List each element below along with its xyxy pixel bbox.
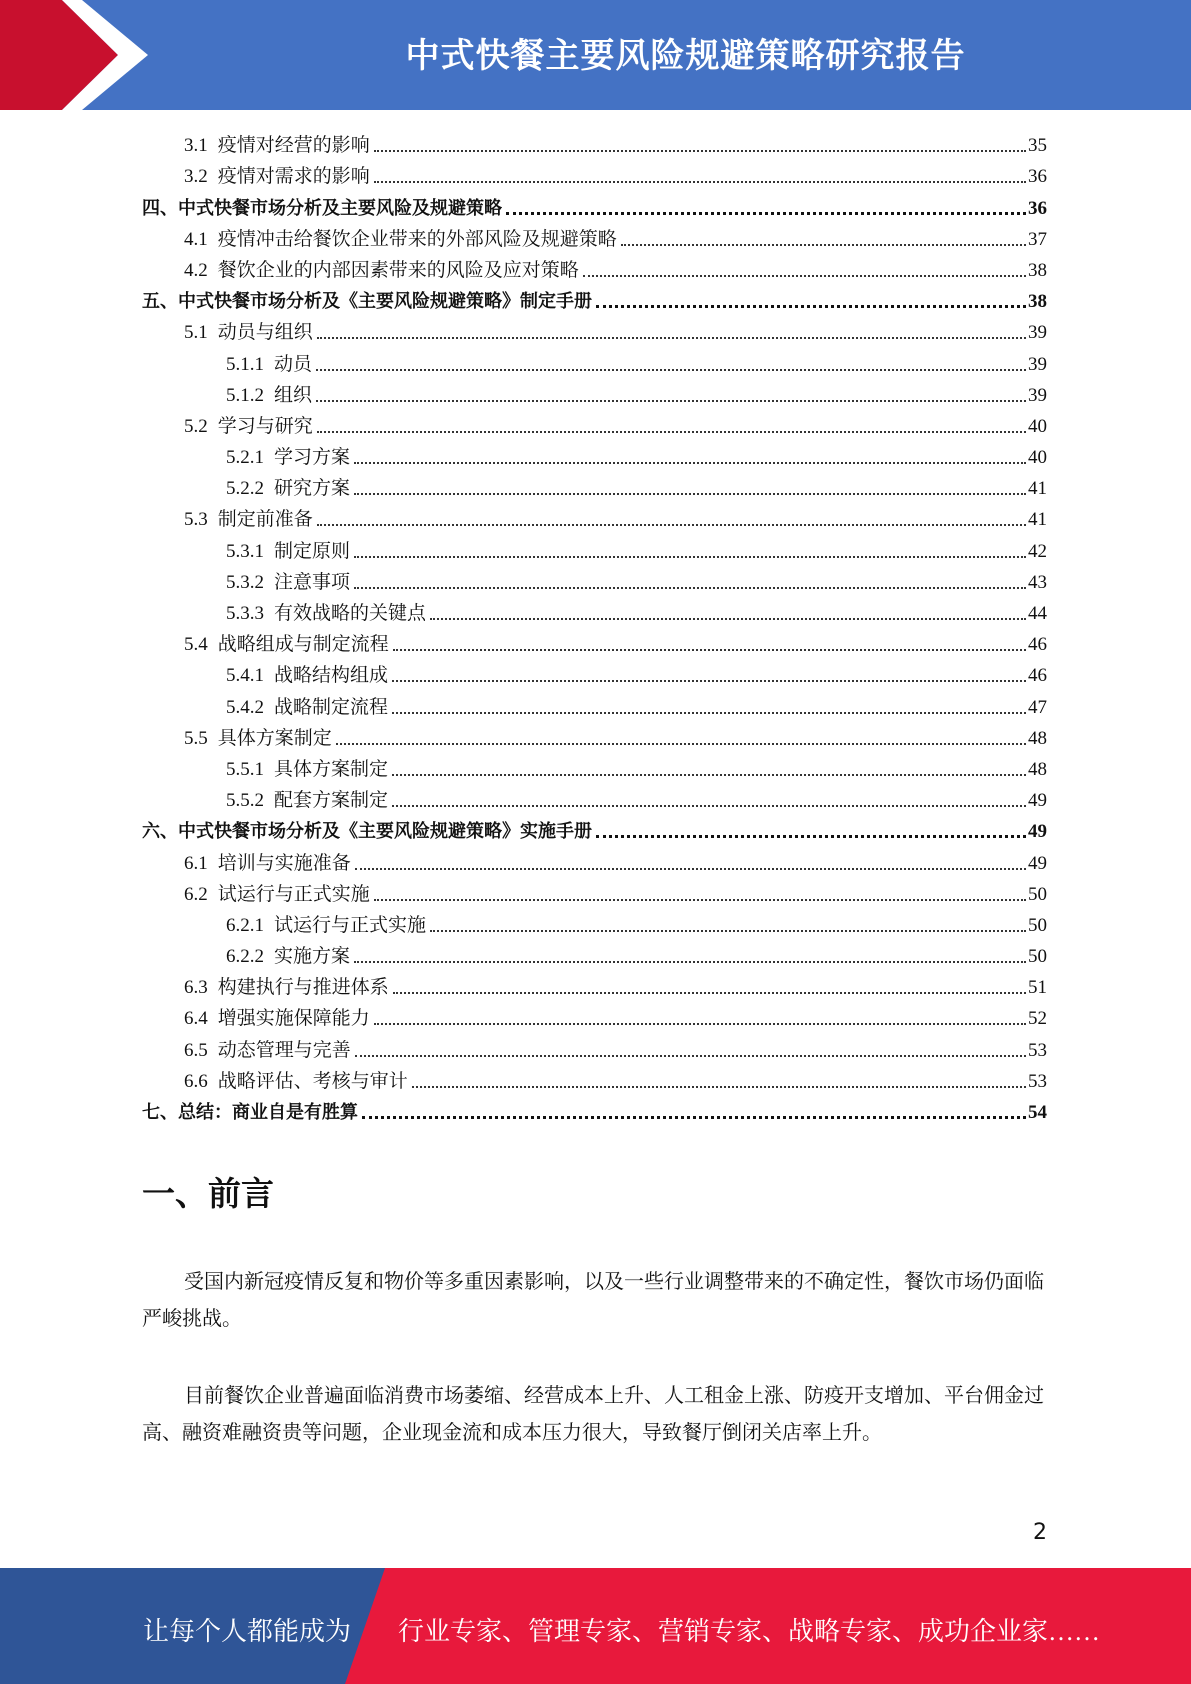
paragraph: 受国内新冠疫情反复和物价等多重因素影响，以及一些行业调整带来的不确定性，餐饮市场仍面临严峻挑战。 — [142, 1271, 1044, 1330]
toc-entry-text: 具体方案制定 — [217, 727, 332, 749]
toc-entry-text: 战略组成与制定流程 — [217, 634, 389, 656]
toc-entry[interactable] — [142, 844, 1047, 875]
toc-entry-page: 53 — [1028, 1039, 1047, 1061]
toc-entry[interactable] — [142, 751, 1047, 782]
paragraph: 目前餐饮企业普遍面临消费市场萎缩、经营成本上升、人工租金上涨、防疫开支增加、平台佣金过高、融资难融资贵等问题，企业现金流和成本压力很大，导致餐厅倒闭关店率上升。 — [142, 1385, 1044, 1444]
toc-leader-dots — [430, 930, 1026, 932]
toc-leader-dots — [374, 181, 1026, 183]
toc-entry-number: 5.4 — [184, 634, 208, 656]
toc-entry-number: 3.2 — [184, 166, 208, 188]
toc-entry-label — [226, 663, 392, 688]
toc-leader-dots — [430, 618, 1026, 620]
toc-leader-dots — [392, 774, 1026, 776]
toc-leader-dots — [506, 212, 1026, 215]
toc-entry[interactable] — [142, 657, 1047, 688]
toc-entry-page: 38 — [1028, 259, 1047, 281]
toc-entry-page: 39 — [1028, 353, 1047, 375]
toc-entry-number: 6.2.1 — [226, 914, 264, 936]
toc-entry[interactable] — [142, 408, 1047, 439]
toc-entry-text: 学习与研究 — [217, 415, 313, 437]
page-header — [0, 0, 1191, 110]
toc-leader-dots — [355, 1055, 1026, 1057]
toc-entry-number: 6.3 — [184, 977, 208, 999]
toc-entry-text: 学习方案 — [274, 447, 351, 469]
toc-entry-text: 具体方案制定 — [274, 758, 389, 780]
toc-entry-number: 5.3.1 — [226, 540, 264, 562]
toc-entry-text: 实施方案 — [274, 946, 351, 968]
page-footer — [0, 1568, 1191, 1684]
toc-entry-page: 39 — [1028, 384, 1047, 406]
toc-entry-page: 41 — [1028, 509, 1047, 531]
toc-entry[interactable] — [142, 688, 1047, 719]
toc-entry-page: 40 — [1028, 447, 1047, 469]
toc-entry-number: 6.1 — [184, 852, 208, 874]
toc-leader-dots — [316, 369, 1026, 371]
toc-entry[interactable] — [142, 907, 1047, 938]
toc-entry-number: 5.3.3 — [226, 603, 264, 624]
header-title: 中式快餐主要风险规避策略研究报告 — [405, 36, 966, 76]
toc-entry-page: 48 — [1028, 758, 1047, 780]
toc-entry-page: 46 — [1028, 634, 1047, 656]
toc-entry-text: 培训与实施准备 — [217, 852, 351, 874]
toc-entry-label — [142, 289, 596, 314]
toc-entry-label — [184, 258, 583, 283]
footer-slogan-right: 行业专家、管理专家、营销专家、战略专家、成功企业家…… — [398, 1617, 1101, 1646]
toc-leader-dots — [354, 587, 1026, 589]
toc-entry[interactable] — [142, 345, 1047, 376]
toc-leader-dots — [374, 899, 1026, 901]
toc-entry-number: 5.5 — [184, 727, 208, 749]
toc-entry-page: 50 — [1028, 946, 1047, 968]
toc-entry-page: 38 — [1028, 291, 1047, 313]
toc-entry-text: 制定原则 — [274, 540, 351, 562]
toc-entry-page: 46 — [1028, 665, 1047, 687]
toc-entry-page: 50 — [1028, 883, 1047, 905]
toc-entry-number: 5.1 — [184, 322, 208, 344]
toc-entry[interactable] — [142, 1031, 1047, 1062]
toc-entry-page: 51 — [1028, 977, 1047, 999]
toc-entry-number: 5.5.1 — [226, 758, 264, 780]
toc-leader-dots — [392, 680, 1026, 682]
toc-entry-text: 配套方案制定 — [274, 790, 389, 812]
toc-entry-number: 5.2.2 — [226, 478, 264, 500]
toc-entry-page: 43 — [1028, 571, 1047, 593]
toc-entry-page: 49 — [1028, 852, 1047, 874]
toc-entry-text: 五、中式快餐市场分析及《主要风险规避策略》制定手册 — [142, 291, 592, 313]
toc-leader-dots — [362, 1116, 1026, 1119]
toc-entry-text: 战略结构组成 — [274, 665, 389, 687]
toc-entry-label — [184, 632, 393, 657]
toc-entry-number: 6.5 — [184, 1039, 208, 1061]
toc-leader-dots — [317, 524, 1026, 526]
toc-entry[interactable] — [142, 127, 1047, 158]
toc-entry-page: 36 — [1028, 166, 1047, 188]
toc-entry-label — [184, 1038, 355, 1063]
toc-entry-label — [184, 164, 374, 189]
toc-entry-label — [226, 445, 354, 470]
toc-entry-label — [184, 882, 374, 907]
toc-entry-text: 四、中式快餐市场分析及主要风险及规避策略 — [142, 197, 502, 219]
toc-entry-text: 疫情冲击给餐饮企业带来的外部风险及规避策略 — [217, 228, 617, 250]
toc-entry-page: 40 — [1028, 415, 1047, 437]
toc-entry-number: 5.1.2 — [226, 384, 264, 406]
toc-leader-dots — [392, 712, 1026, 714]
toc-entry[interactable] — [142, 564, 1047, 595]
toc-entry[interactable] — [142, 969, 1047, 1000]
toc-entry-page: 35 — [1028, 135, 1047, 157]
toc-entry[interactable] — [142, 252, 1047, 283]
toc-entry-text: 构建执行与推进体系 — [217, 977, 389, 999]
toc-entry-number: 5.2 — [184, 415, 208, 437]
toc-entry-label — [184, 975, 393, 1000]
toc-entry-number: 5.1.1 — [226, 353, 264, 375]
toc-leader-dots — [374, 150, 1026, 152]
toc-entry-number: 6.2.2 — [226, 946, 264, 968]
toc-entry[interactable] — [142, 1094, 1047, 1125]
toc-leader-dots — [621, 244, 1026, 246]
toc-entry-number: 5.2.1 — [226, 447, 264, 469]
toc-leader-dots — [317, 337, 1026, 339]
toc-entry[interactable] — [142, 626, 1047, 657]
toc-entry-text: 试运行与正式实施 — [217, 883, 370, 905]
toc-entry-label — [184, 507, 317, 532]
toc-entry[interactable] — [142, 813, 1047, 844]
toc-entry[interactable] — [142, 876, 1047, 907]
toc-entry-page: 49 — [1028, 790, 1047, 812]
toc-entry-label — [226, 913, 430, 938]
toc-entry-label — [184, 133, 374, 158]
toc-entry-label — [184, 414, 317, 439]
toc-entry-label — [142, 819, 596, 844]
toc-entry[interactable] — [142, 314, 1047, 345]
toc-entry-number: 6.2 — [184, 883, 208, 905]
toc-entry-label — [142, 196, 506, 221]
toc-entry[interactable] — [142, 189, 1047, 220]
toc-entry-text: 有效战略的关键点 — [274, 603, 427, 624]
toc-entry-text: 战略评估、考核与审计 — [217, 1070, 408, 1092]
toc-leader-dots — [354, 556, 1026, 558]
toc-entry-label — [226, 788, 392, 813]
toc-entry-label — [184, 1069, 412, 1094]
toc-entry-label — [142, 1100, 362, 1125]
toc-entry-label — [226, 539, 354, 564]
toc-entry[interactable] — [142, 782, 1047, 813]
toc-entry-page: 39 — [1028, 322, 1047, 344]
toc-entry-page: 48 — [1028, 727, 1047, 749]
toc-entry-page: 37 — [1028, 228, 1047, 250]
toc-entry[interactable] — [142, 720, 1047, 751]
toc-entry-page: 41 — [1028, 478, 1047, 500]
toc-leader-dots — [374, 1023, 1026, 1025]
toc-entry-label — [226, 383, 316, 408]
toc-entry-number: 5.3.2 — [226, 571, 264, 593]
toc-entry-label — [184, 227, 621, 252]
toc-entry-label — [184, 726, 336, 751]
toc-entry-label — [226, 570, 354, 595]
toc-entry-text: 战略制定流程 — [274, 696, 389, 718]
toc-entry[interactable] — [142, 221, 1047, 252]
toc-entry-page: 44 — [1028, 603, 1047, 624]
toc-entry-number: 4.1 — [184, 228, 208, 250]
toc-leader-dots — [316, 400, 1026, 402]
toc-entry[interactable] — [142, 470, 1047, 501]
toc-entry[interactable] — [142, 283, 1047, 314]
toc-leader-dots — [354, 961, 1026, 963]
toc-leader-dots — [393, 649, 1026, 651]
toc-entry-text: 注意事项 — [274, 571, 351, 593]
table-of-contents — [142, 127, 1047, 1125]
footer-slogan-left: 让每个人都能成为 — [143, 1617, 352, 1646]
toc-entry-label — [184, 1006, 374, 1031]
toc-entry-text: 制定前准备 — [217, 509, 313, 531]
toc-entry-number: 5.4.2 — [226, 696, 264, 718]
toc-entry-page: 36 — [1028, 197, 1047, 219]
toc-entry-label — [226, 757, 392, 782]
toc-entry-label — [226, 476, 354, 501]
toc-leader-dots — [354, 462, 1026, 464]
toc-entry[interactable] — [142, 377, 1047, 408]
toc-leader-dots — [412, 1086, 1026, 1088]
toc-leader-dots — [583, 275, 1026, 277]
header-arrow-decoration — [0, 0, 160, 110]
toc-leader-dots — [317, 431, 1026, 433]
toc-entry-number: 5.5.2 — [226, 790, 264, 812]
toc-entry-number: 3.1 — [184, 135, 208, 157]
page-number: 2 — [1033, 1520, 1047, 1545]
toc-entry-text: 研究方案 — [274, 478, 351, 500]
toc-entry-label — [226, 352, 316, 377]
toc-entry-label — [226, 601, 430, 626]
toc-entry[interactable] — [142, 501, 1047, 532]
toc-entry-page: 53 — [1028, 1070, 1047, 1092]
toc-entry-page: 42 — [1028, 540, 1047, 562]
toc-entry-page: 49 — [1028, 821, 1047, 843]
toc-entry-label — [226, 695, 392, 720]
toc-entry-text: 动员 — [274, 353, 313, 375]
toc-entry-text: 疫情对需求的影响 — [217, 166, 370, 188]
toc-entry-number: 4.2 — [184, 259, 208, 281]
toc-entry-number: 6.4 — [184, 1008, 208, 1030]
toc-entry-page: 50 — [1028, 914, 1047, 936]
toc-entry-text: 六、中式快餐市场分析及《主要风险规避策略》实施手册 — [142, 821, 592, 843]
toc-leader-dots — [392, 805, 1026, 807]
toc-leader-dots — [596, 835, 1026, 838]
toc-entry[interactable] — [142, 439, 1047, 470]
toc-entry-label — [184, 320, 317, 345]
section-heading: 一、前言 — [142, 1174, 274, 1213]
toc-leader-dots — [355, 868, 1026, 870]
toc-entry-number: 5.4.1 — [226, 665, 264, 687]
toc-entry-text: 疫情对经营的影响 — [217, 135, 370, 157]
toc-entry[interactable] — [142, 1063, 1047, 1094]
toc-entry-text: 组织 — [274, 384, 313, 406]
toc-entry-number: 6.6 — [184, 1070, 208, 1092]
toc-entry[interactable] — [142, 158, 1047, 189]
toc-entry-page: 52 — [1028, 1008, 1047, 1030]
toc-entry-page: 47 — [1028, 696, 1047, 718]
toc-entry-text: 增强实施保障能力 — [217, 1008, 370, 1030]
toc-entry[interactable] — [142, 532, 1047, 563]
toc-leader-dots — [354, 493, 1026, 495]
toc-entry[interactable] — [142, 595, 1047, 626]
toc-entry-text: 试运行与正式实施 — [274, 914, 427, 936]
toc-entry[interactable] — [142, 1000, 1047, 1031]
toc-entry-text: 七、总结：商业自是有胜算 — [142, 1102, 358, 1123]
toc-leader-dots — [596, 305, 1026, 308]
toc-entry-label — [184, 851, 355, 876]
toc-leader-dots — [393, 992, 1026, 994]
toc-entry-text: 动员与组织 — [217, 322, 313, 344]
toc-entry[interactable] — [142, 938, 1047, 969]
toc-leader-dots — [336, 743, 1026, 745]
toc-entry-label — [226, 944, 354, 969]
toc-entry-page: 54 — [1028, 1102, 1047, 1123]
toc-entry-text: 动态管理与完善 — [217, 1039, 351, 1061]
toc-entry-number: 5.3 — [184, 509, 208, 531]
toc-entry-text: 餐饮企业的内部因素带来的风险及应对策略 — [217, 259, 579, 281]
